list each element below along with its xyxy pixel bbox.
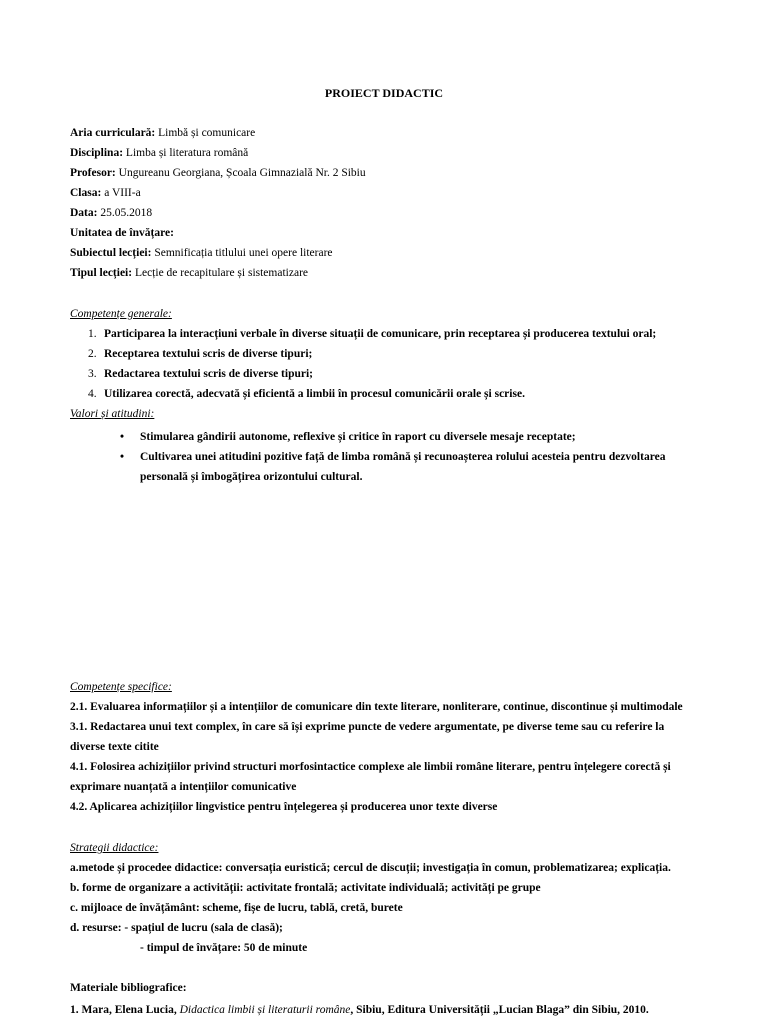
- competente-generale-heading: Competențe generale:: [70, 308, 172, 320]
- bullet-icon: •: [120, 431, 125, 443]
- header-value: 25.05.2018: [97, 207, 153, 219]
- header-label: Clasa:: [70, 187, 102, 199]
- materiale-heading: Materiale bibliografice:: [70, 982, 187, 994]
- strategii-line: a.metode și procedee didactice: conversația euristică; cercul de discuții; investigația în comun, problematizarea; explicația.: [70, 862, 671, 874]
- list-text: Redactarea textului scris de diverse tipuri;: [104, 368, 313, 380]
- header-label: Aria curriculară:: [70, 127, 156, 139]
- bullet-text: Cultivarea unei atitudini pozitive față de limba română și recunoașterea rolului acesteia pentru dezvoltarea: [140, 451, 666, 463]
- list-number: 3.: [88, 368, 97, 380]
- list-item: [88, 387, 525, 401]
- header-label: Subiectul lecției:: [70, 247, 152, 259]
- strategii-line: b. forme de organizare a activității: activitate frontală; activitate individuală; activități pe grupe: [70, 882, 541, 894]
- bullet-continuation: personală și îmbogățirea orizontului cultural.: [140, 471, 363, 483]
- bibliography-reference: [70, 1003, 649, 1017]
- ref-publisher: , Sibiu, Editura Universității „Lucian Blaga” din Sibiu, 2010.: [350, 1004, 649, 1016]
- ref-title: Didactica limbii și literaturii române: [179, 1004, 351, 1016]
- header-data: [70, 206, 152, 220]
- specific-line: exprimare nuanțată a intențiilor comunicative: [70, 781, 297, 793]
- header-value: Lecție de recapitulare și sistematizare: [132, 267, 308, 279]
- header-label: Profesor:: [70, 167, 116, 179]
- strategii-line: - timpul de învățare: 50 de minute: [140, 942, 308, 954]
- header-profesor: [70, 166, 366, 180]
- specific-line: diverse texte citite: [70, 741, 159, 753]
- ref-author: 1. Mara, Elena Lucia,: [70, 1004, 180, 1016]
- competente-specifice-heading: Competențe specifice:: [70, 681, 172, 693]
- list-text: Receptarea textului scris de diverse tipuri;: [104, 348, 313, 360]
- list-text: Participarea la interacțiuni verbale în diverse situații de comunicare, prin receptarea și producerea textului oral;: [104, 328, 657, 340]
- specific-line: 4.2. Aplicarea achizițiilor lingvistice pentru înțelegerea și producerea unor texte diverse: [70, 801, 498, 813]
- list-number: 2.: [88, 348, 97, 360]
- header-label: Data:: [70, 207, 98, 219]
- header-tip: [70, 266, 308, 280]
- header-disciplina: [70, 146, 248, 160]
- bullet-text: Stimularea gândirii autonome, reflexive și critice în raport cu diversele mesaje receptate;: [140, 431, 576, 443]
- specific-line: 2.1. Evaluarea informațiilor și a intențiilor de comunicare din texte literare, nonliterare, continue, discontinue și multimodale: [70, 701, 683, 713]
- header-label: Unitatea de învățare:: [70, 227, 174, 239]
- specific-line: 3.1. Redactarea unui text complex, în care să își exprime puncte de vedere argumentate, pe diverse teme sau cu referire la: [70, 721, 665, 733]
- header-label: Tipul lecției:: [70, 267, 133, 279]
- list-item: [88, 367, 313, 381]
- strategii-heading: Strategii didactice:: [70, 842, 159, 854]
- page-title: PROIECT DIDACTIC: [324, 86, 444, 100]
- header-clasa: [70, 186, 141, 200]
- list-item: [88, 347, 312, 361]
- header-aria: [70, 126, 255, 140]
- list-number: 1.: [88, 328, 97, 340]
- header-unitatea: [70, 226, 174, 240]
- header-value: Limbă și comunicare: [155, 127, 256, 139]
- strategii-line: c. mijloace de învățământ: scheme, fișe de lucru, tablă, cretă, burete: [70, 902, 403, 914]
- header-label: Disciplina:: [70, 147, 124, 159]
- bullet-item: [120, 430, 576, 444]
- bullet-item: [120, 450, 665, 464]
- header-value: Limba și literatura română: [123, 147, 249, 159]
- header-subiect: [70, 246, 333, 260]
- header-value: Ungureanu Georgiana, Școala Gimnazială Nr. 2 Sibiu: [115, 167, 366, 179]
- valori-heading: Valori și atitudini:: [70, 408, 155, 420]
- strategii-line: d. resurse: - spațiul de lucru (sala de clasă);: [70, 922, 283, 934]
- header-value: Semnificația titlului unei opere literare: [151, 247, 333, 259]
- list-text: Utilizarea corectă, adecvată și eficientă a limbii în procesul comunicării orale și scrise.: [104, 388, 525, 400]
- header-value: a VIII-a: [101, 187, 141, 199]
- bullet-icon: •: [120, 451, 125, 463]
- list-item: [88, 327, 656, 341]
- specific-line: 4.1. Folosirea achizițiilor privind structuri morfosintactice complexe ale limbii române literare, pentru înțelegere corectă și: [70, 761, 671, 773]
- list-number: 4.: [88, 388, 97, 400]
